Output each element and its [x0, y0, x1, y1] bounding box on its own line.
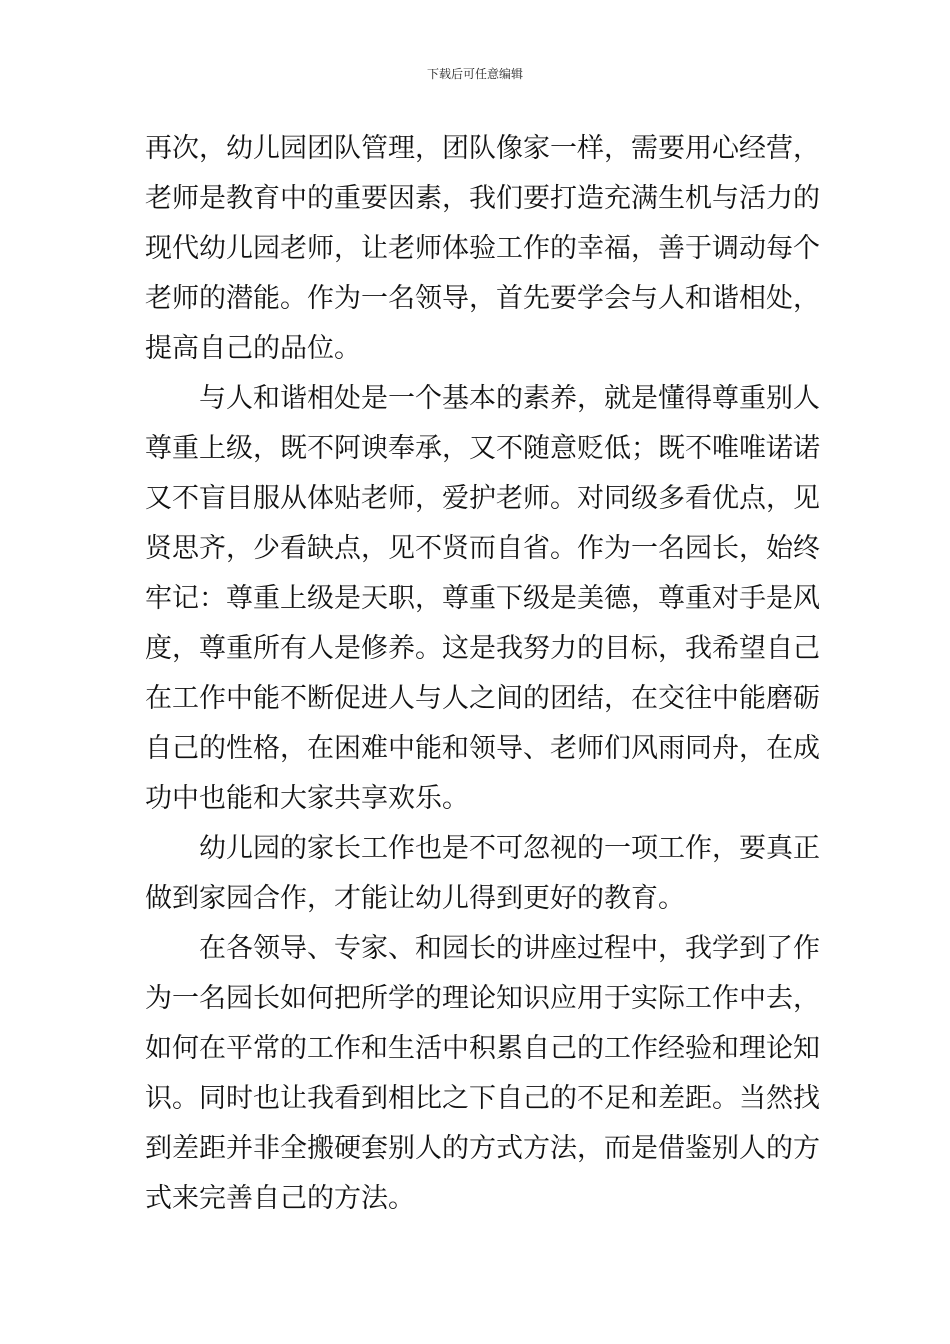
text-line: 尊重上级，既不阿谀奉承，又不随意贬低；既不唯唯诺诺 — [145, 433, 820, 464]
text-line: 自己的性格，在困难中能和领导、老师们风雨同舟，在成 — [145, 733, 820, 764]
text-line: 识。同时也让我看到相比之下自己的不足和差距。当然找 — [145, 1083, 820, 1114]
document-body — [145, 124, 820, 1224]
text-line: 又不盲目服从体贴老师，爱护老师。对同级多看优点，见 — [145, 483, 820, 514]
text-line: 式来完善自己的方法。 — [145, 1183, 415, 1214]
paragraph-harmony — [145, 374, 820, 824]
text-line: 到差距并非全搬硬套别人的方式方法，而是借鉴别人的方 — [145, 1133, 820, 1164]
text-line: 在工作中能不断促进人与人之间的团结，在交往中能磨砺 — [145, 683, 820, 714]
text-line: 做到家园合作，才能让幼儿得到更好的教育。 — [145, 883, 685, 914]
text-line: 幼儿园的家长工作也是不可忽视的一项工作，要真正 — [145, 833, 820, 864]
text-line: 老师是教育中的重要因素，我们要打造充满生机与活力的 — [145, 183, 820, 214]
text-line: 牢记：尊重上级是天职，尊重下级是美德，尊重对手是风 — [145, 583, 820, 614]
text-line: 在各领导、专家、和园长的讲座过程中，我学到了作 — [145, 933, 820, 964]
paragraph-lectures — [145, 924, 820, 1224]
text-line: 为一名园长如何把所学的理论知识应用于实际工作中去， — [145, 983, 820, 1014]
text-line: 提高自己的品位。 — [145, 333, 361, 364]
text-line: 功中也能和大家共享欢乐。 — [145, 783, 469, 814]
paragraph-team-management — [145, 124, 820, 374]
text-line: 再次，幼儿园团队管理，团队像家一样，需要用心经营， — [145, 133, 820, 164]
page-header: 下载后可任意编辑 — [426, 67, 523, 81]
paragraph-parents — [145, 824, 820, 924]
text-line: 与人和谐相处是一个基本的素养，就是懂得尊重别人 — [145, 383, 820, 414]
text-line: 贤思齐，少看缺点，见不贤而自省。作为一名园长，始终 — [145, 533, 820, 564]
text-line: 现代幼儿园老师，让老师体验工作的幸福，善于调动每个 — [145, 233, 820, 264]
text-line: 度，尊重所有人是修养。这是我努力的目标，我希望自己 — [145, 633, 820, 664]
text-line: 老师的潜能。作为一名领导，首先要学会与人和谐相处， — [145, 283, 820, 314]
text-line: 如何在平常的工作和生活中积累自己的工作经验和理论知 — [145, 1033, 820, 1064]
